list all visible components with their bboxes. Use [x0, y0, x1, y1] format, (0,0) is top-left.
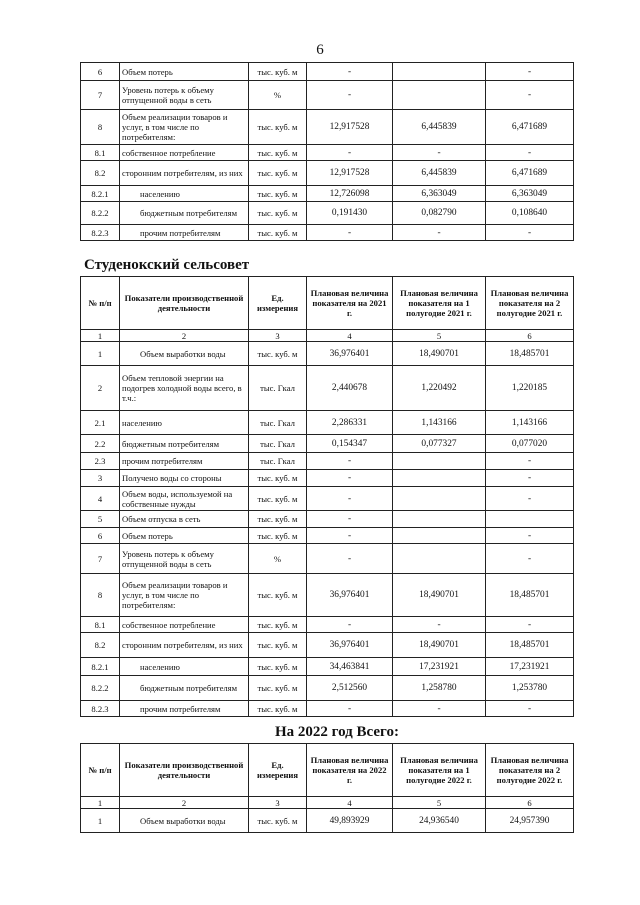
row-number: 1	[81, 809, 120, 833]
row-value-half2: -	[486, 544, 574, 574]
row-unit: тыс. Гкал	[249, 435, 307, 453]
column-number: 4	[307, 797, 393, 809]
row-value-half2: 6,471689	[486, 161, 574, 186]
row-value-year: 2,512560	[307, 676, 393, 701]
row-value-half2: -	[486, 145, 574, 161]
column-number: 1	[81, 797, 120, 809]
row-unit: тыс. куб. м	[249, 701, 307, 717]
row-value-half1	[393, 511, 486, 528]
row-unit: тыс. куб. м	[249, 470, 307, 487]
row-value-half2: 17,231921	[486, 658, 574, 676]
row-indicator: Получено воды со стороны	[120, 470, 249, 487]
row-value-half1	[393, 487, 486, 511]
row-value-half2: -	[486, 617, 574, 633]
row-value-half1: 6,363049	[393, 186, 486, 202]
row-number: 1	[81, 342, 120, 366]
row-indicator: собственное потребление	[120, 145, 249, 161]
row-number: 8.2.1	[81, 186, 120, 202]
row-indicator: Объем потерь	[120, 63, 249, 81]
row-indicator: Объем воды, используемой на собственные нужды	[120, 487, 249, 511]
row-indicator: Уровень потерь к объему отпущенной воды в сеть	[120, 544, 249, 574]
row-value-year: -	[307, 544, 393, 574]
column-number: 6	[486, 330, 574, 342]
row-indicator: населению	[120, 411, 249, 435]
row-value-half2: 6,471689	[486, 110, 574, 145]
row-unit: тыс. куб. м	[249, 202, 307, 225]
row-indicator: прочим потребителям	[120, 701, 249, 717]
header-unit: Ед. измерения	[249, 277, 307, 330]
column-number: 4	[307, 330, 393, 342]
row-number: 7	[81, 544, 120, 574]
table-section2	[80, 743, 574, 833]
row-value-year: 12,726098	[307, 186, 393, 202]
row-number: 8.2.2	[81, 676, 120, 701]
table-row	[81, 701, 574, 717]
table-row	[81, 528, 574, 544]
row-value-half2: -	[486, 81, 574, 110]
column-number: 3	[249, 330, 307, 342]
row-value-year: 2,286331	[307, 411, 393, 435]
row-indicator: населению	[120, 186, 249, 202]
row-unit: тыс. куб. м	[249, 633, 307, 658]
header-year: Плановая величина показателя на 2022 г.	[307, 744, 393, 797]
row-indicator: собственное потребление	[120, 617, 249, 633]
row-unit: %	[249, 81, 307, 110]
row-value-year: -	[307, 63, 393, 81]
row-unit: тыс. куб. м	[249, 110, 307, 145]
row-unit: тыс. Гкал	[249, 453, 307, 470]
row-indicator: Объем реализации товаров и услуг, в том числе по потребителям:	[120, 110, 249, 145]
header-indicator: Показатели производственной деятельности	[120, 277, 249, 330]
row-value-half2: 1,220185	[486, 366, 574, 411]
table-row	[81, 511, 574, 528]
table-row	[81, 225, 574, 241]
row-value-year: 0,154347	[307, 435, 393, 453]
row-value-year: 34,463841	[307, 658, 393, 676]
row-value-half1: 17,231921	[393, 658, 486, 676]
row-indicator: бюджетным потребителям	[120, 202, 249, 225]
row-value-year: 36,976401	[307, 342, 393, 366]
table-row	[81, 574, 574, 617]
table-row	[81, 366, 574, 411]
row-value-year: -	[307, 528, 393, 544]
header-indicator: Показатели производственной деятельности	[120, 744, 249, 797]
table-row	[81, 658, 574, 676]
row-number: 8.2.2	[81, 202, 120, 225]
row-value-half1: 24,936540	[393, 809, 486, 833]
row-number: 3	[81, 470, 120, 487]
row-value-half2	[486, 511, 574, 528]
row-value-half1: 6,445839	[393, 110, 486, 145]
header-number: № п/п	[81, 277, 120, 330]
table-row	[81, 470, 574, 487]
table-row	[81, 145, 574, 161]
row-value-half1: 18,490701	[393, 633, 486, 658]
row-value-year: -	[307, 701, 393, 717]
table-row	[81, 617, 574, 633]
table-row	[81, 633, 574, 658]
row-value-year: 36,976401	[307, 633, 393, 658]
row-value-half1: 18,490701	[393, 574, 486, 617]
column-number: 6	[486, 797, 574, 809]
header-number: № п/п	[81, 744, 120, 797]
row-unit: тыс. куб. м	[249, 145, 307, 161]
row-number: 8	[81, 574, 120, 617]
header-half1: Плановая величина показателя на 1 полугодие 2022 г.	[393, 744, 486, 797]
row-unit: тыс. куб. м	[249, 617, 307, 633]
header-half2: Плановая величина показателя на 2 полугодие 2022 г.	[486, 744, 574, 797]
column-number: 2	[120, 330, 249, 342]
row-number: 7	[81, 81, 120, 110]
row-value-year: -	[307, 81, 393, 110]
table-row	[81, 81, 574, 110]
row-value-half1	[393, 544, 486, 574]
row-number: 2.3	[81, 453, 120, 470]
row-value-year: -	[307, 453, 393, 470]
row-value-half1	[393, 63, 486, 81]
row-value-year: 0,191430	[307, 202, 393, 225]
row-value-half1: 6,445839	[393, 161, 486, 186]
row-value-half2: -	[486, 528, 574, 544]
row-value-half1	[393, 528, 486, 544]
row-value-half1: -	[393, 225, 486, 241]
row-unit: тыс. куб. м	[249, 574, 307, 617]
header-half1: Плановая величина показателя на 1 полугодие 2021 г.	[393, 277, 486, 330]
table-row	[81, 544, 574, 574]
row-number: 6	[81, 63, 120, 81]
row-value-half1: -	[393, 145, 486, 161]
row-unit: тыс. Гкал	[249, 366, 307, 411]
row-value-half1: -	[393, 701, 486, 717]
row-unit: тыс. куб. м	[249, 528, 307, 544]
row-value-year: -	[307, 487, 393, 511]
row-value-half2: 0,108640	[486, 202, 574, 225]
row-value-year: 12,917528	[307, 110, 393, 145]
row-value-half1	[393, 470, 486, 487]
row-value-year: -	[307, 617, 393, 633]
column-number: 2	[120, 797, 249, 809]
header-year: Плановая величина показателя на 2021 г.	[307, 277, 393, 330]
row-indicator: Объем выработки воды	[120, 342, 249, 366]
row-value-half1: -	[393, 617, 486, 633]
table-row	[81, 435, 574, 453]
row-number: 8.2.3	[81, 225, 120, 241]
row-unit: тыс. куб. м	[249, 63, 307, 81]
row-number: 8	[81, 110, 120, 145]
row-value-half2: 1,143166	[486, 411, 574, 435]
row-number: 4	[81, 487, 120, 511]
row-value-half2: 6,363049	[486, 186, 574, 202]
row-value-year: 36,976401	[307, 574, 393, 617]
row-number: 2.2	[81, 435, 120, 453]
row-value-half2: 0,077020	[486, 435, 574, 453]
row-value-half1: 18,490701	[393, 342, 486, 366]
row-indicator: Объем реализации товаров и услуг, в том числе по потребителям:	[120, 574, 249, 617]
row-value-half2: 18,485701	[486, 633, 574, 658]
row-indicator: прочим потребителям	[120, 453, 249, 470]
column-number: 3	[249, 797, 307, 809]
row-number: 6	[81, 528, 120, 544]
row-unit: тыс. куб. м	[249, 225, 307, 241]
row-value-year: 12,917528	[307, 161, 393, 186]
row-unit: тыс. куб. м	[249, 676, 307, 701]
section-title: Студенокский сельсовет	[84, 257, 250, 273]
table-row	[81, 186, 574, 202]
row-unit: тыс. куб. м	[249, 487, 307, 511]
row-value-year: 2,440678	[307, 366, 393, 411]
table-row	[81, 411, 574, 435]
row-indicator: Объем тепловой энергии на подогрев холодной воды всего, в т.ч.:	[120, 366, 249, 411]
page-number: 6	[316, 42, 324, 58]
row-value-half2: -	[486, 225, 574, 241]
table-row	[81, 809, 574, 833]
table-row	[81, 453, 574, 470]
row-value-half2: 24,957390	[486, 809, 574, 833]
row-value-year: -	[307, 470, 393, 487]
header-half2: Плановая величина показателя на 2 полугодие 2021 г.	[486, 277, 574, 330]
row-value-year: -	[307, 511, 393, 528]
table-row	[81, 676, 574, 701]
row-value-half2: -	[486, 453, 574, 470]
table-row	[81, 342, 574, 366]
header-unit: Ед. измерения	[249, 744, 307, 797]
table-section1	[80, 276, 574, 717]
row-value-year: -	[307, 225, 393, 241]
row-value-year: 49,893929	[307, 809, 393, 833]
table-row	[81, 161, 574, 186]
column-number: 1	[81, 330, 120, 342]
table-row	[81, 63, 574, 81]
row-value-half2: -	[486, 487, 574, 511]
row-unit: тыс. куб. м	[249, 342, 307, 366]
row-indicator: бюджетным потребителям	[120, 676, 249, 701]
row-number: 8.1	[81, 617, 120, 633]
row-value-half1: 1,143166	[393, 411, 486, 435]
row-unit: тыс. куб. м	[249, 658, 307, 676]
row-value-half2: -	[486, 470, 574, 487]
row-value-half2: -	[486, 701, 574, 717]
row-value-half1: 0,077327	[393, 435, 486, 453]
table-row	[81, 202, 574, 225]
row-indicator: бюджетным потребителям	[120, 435, 249, 453]
table-continued	[80, 62, 574, 241]
row-indicator: прочим потребителям	[120, 225, 249, 241]
row-number: 2.1	[81, 411, 120, 435]
row-number: 8.2.3	[81, 701, 120, 717]
column-number: 5	[393, 797, 486, 809]
section-title-2022: На 2022 год Всего:	[275, 724, 399, 740]
row-number: 5	[81, 511, 120, 528]
row-unit: тыс. куб. м	[249, 161, 307, 186]
row-unit: тыс. куб. м	[249, 809, 307, 833]
row-number: 8.2.1	[81, 658, 120, 676]
row-number: 2	[81, 366, 120, 411]
row-value-half2: 18,485701	[486, 342, 574, 366]
row-value-half2: -	[486, 63, 574, 81]
row-indicator: сторонним потребителям, из них	[120, 633, 249, 658]
row-number: 8.2	[81, 633, 120, 658]
row-indicator: Уровень потерь к объему отпущенной воды в сеть	[120, 81, 249, 110]
row-number: 8.2	[81, 161, 120, 186]
row-value-half1: 0,082790	[393, 202, 486, 225]
row-unit: тыс. Гкал	[249, 411, 307, 435]
row-unit: тыс. куб. м	[249, 511, 307, 528]
row-value-half1: 1,220492	[393, 366, 486, 411]
row-value-half1: 1,258780	[393, 676, 486, 701]
row-value-half2: 18,485701	[486, 574, 574, 617]
row-indicator: сторонним потребителям, из них	[120, 161, 249, 186]
row-value-half2: 1,253780	[486, 676, 574, 701]
row-indicator: Объем потерь	[120, 528, 249, 544]
row-unit: тыс. куб. м	[249, 186, 307, 202]
row-value-year: -	[307, 145, 393, 161]
row-unit: %	[249, 544, 307, 574]
table-row	[81, 487, 574, 511]
row-number: 8.1	[81, 145, 120, 161]
row-indicator: Объем отпуска в сеть	[120, 511, 249, 528]
row-indicator: населению	[120, 658, 249, 676]
row-value-half1	[393, 81, 486, 110]
row-indicator: Объем выработки воды	[120, 809, 249, 833]
table-row	[81, 110, 574, 145]
column-number: 5	[393, 330, 486, 342]
row-value-half1	[393, 453, 486, 470]
